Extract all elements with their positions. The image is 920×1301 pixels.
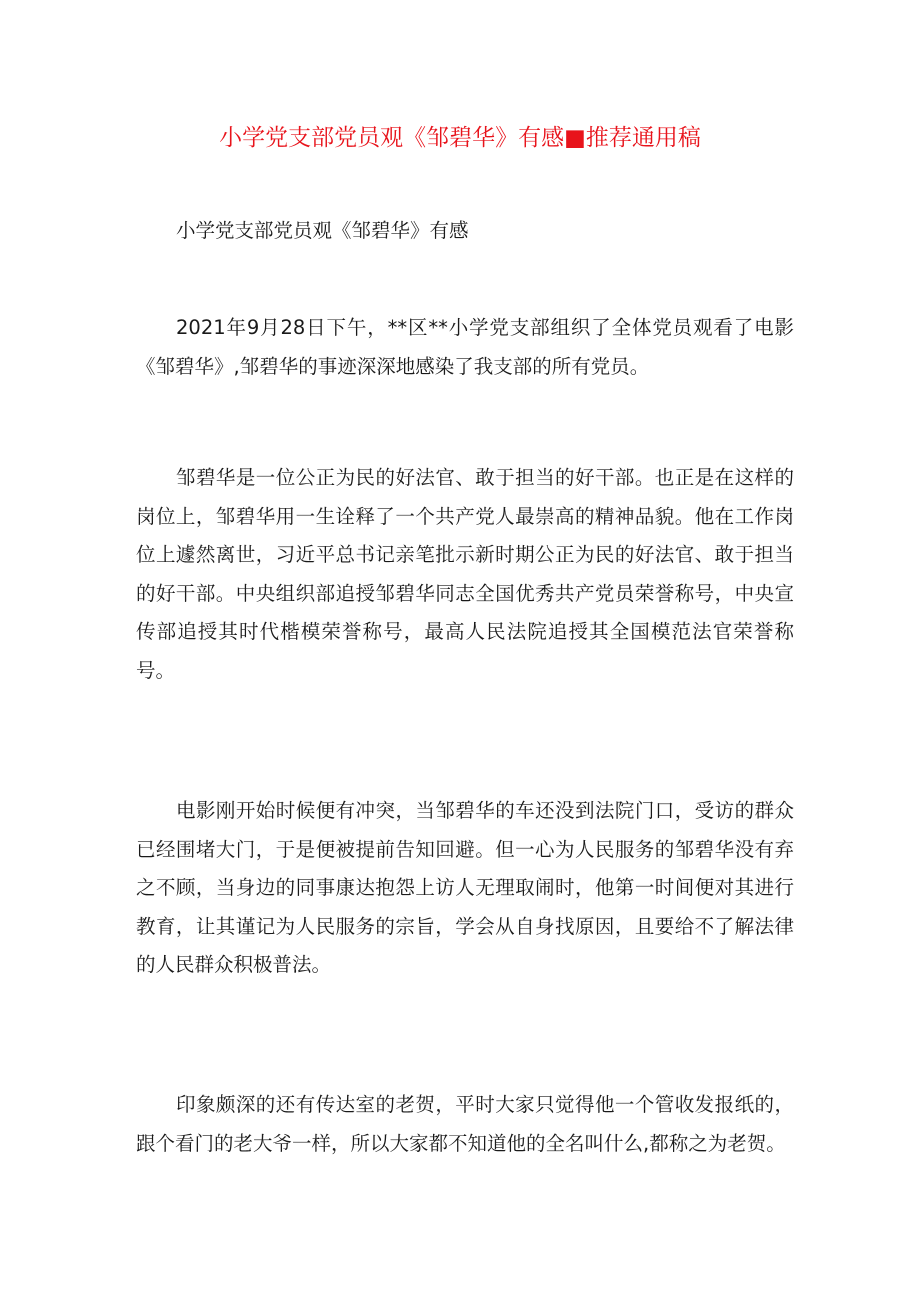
paragraph-3: 电影刚开始时候便有冲突，当邹碧华的车还没到法院门口，受访的群众已经围堵大门，于是便被提前告知回避。但一心为人民服务的邹碧华没有弃之不顾，当身边的同事康达抱怨上访人无理取闹时，他第一时间便对其进行教育，让其谨记为人民服务的宗旨，学会从自身找原因，且要给不了解法律的人民群众积极普法。 — [136, 799, 794, 977]
document-title: 小学党支部党员观《邹碧华》有感■推荐通用稿 — [219, 125, 701, 151]
paragraph-4: 印象颇深的还有传达室的老贺，平时大家只觉得他一个管收发报纸的，跟个看门的老大爷一样，所以大家都不知道他的全名叫什么,都称之为老贺。 — [136, 1093, 794, 1155]
document-subtitle: 小学党支部党员观《邹碧华》有感 — [176, 219, 469, 242]
paragraph-2: 邹碧华是一位公正为民的好法官、敢于担当的好干部。也正是在这样的岗位上，邹碧华用一生诠释了一个共产党人最崇高的精神品貌。他在工作岗位上遽然离世，习近平总书记亲笔批示新时期公正为民的好法官、敢于担当的好干部。中央组织部追授邹碧华同志全国优秀共产党员荣誉称号，中央宣传部追授其时代楷模荣誉称号，最高人民法院追授其全国模范法官荣誉称号。 — [136, 466, 794, 682]
paragraph-1: 2021年9月28日下午，**区**小学党支部组织了全体党员观看了电影《邹碧华》,邹碧华的事迹深深地感染了我支部的所有党员。 — [136, 316, 794, 378]
